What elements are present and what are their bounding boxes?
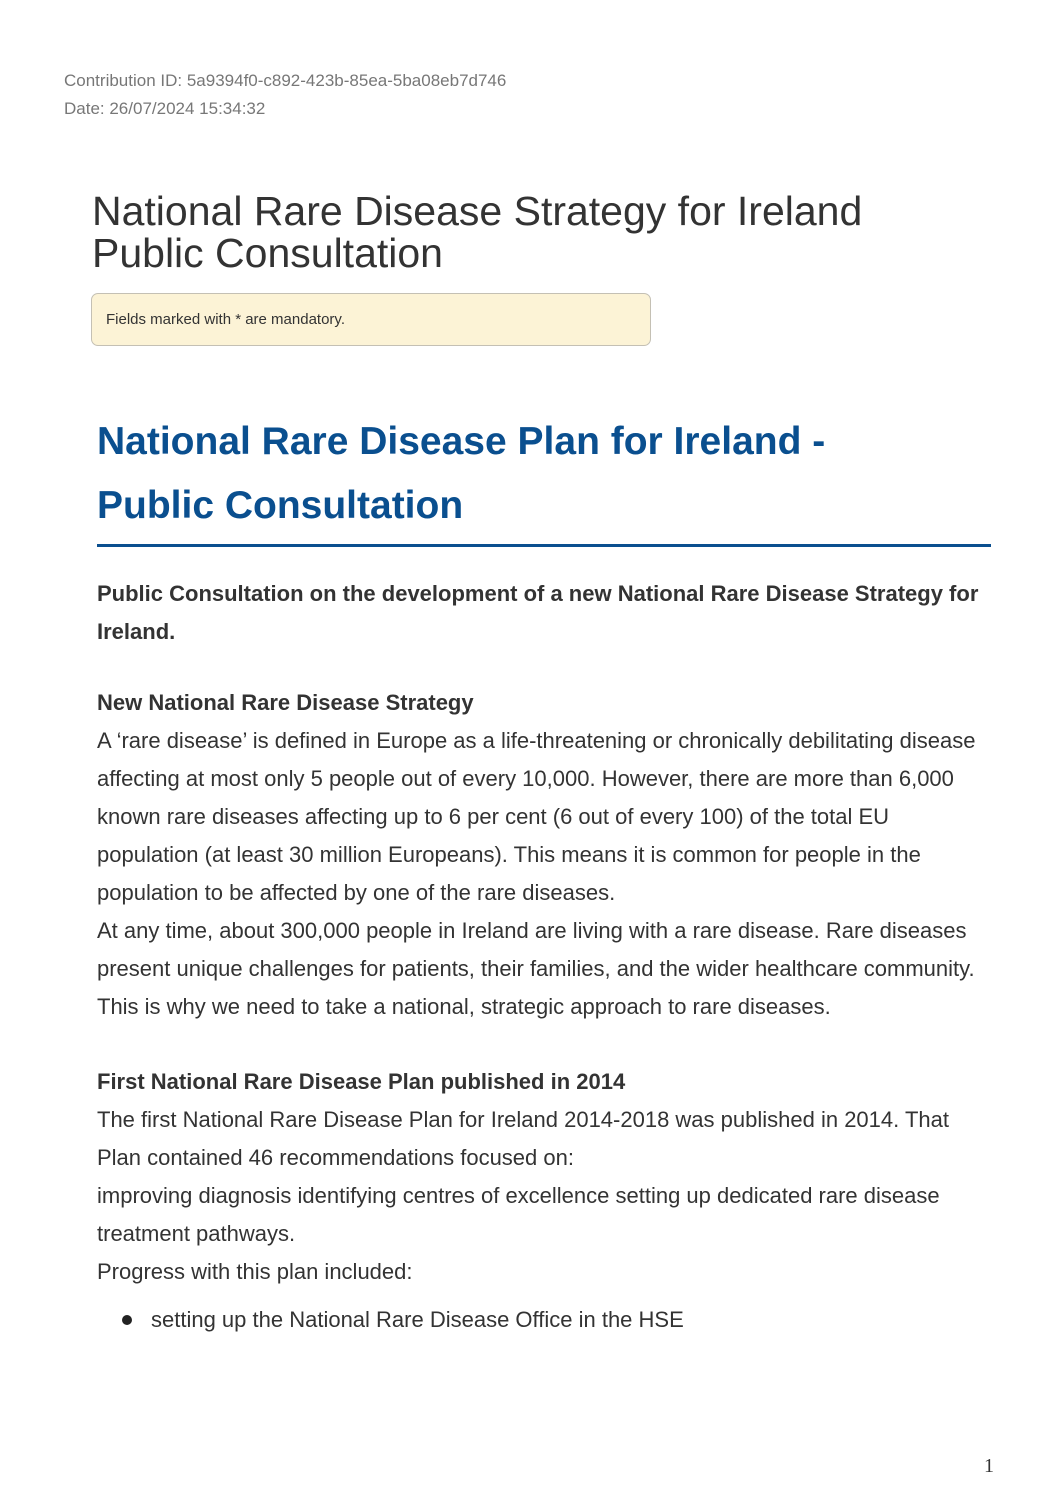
paragraph-progress: Progress with this plan included: [97,1259,413,1284]
document-title [92,190,992,274]
subheading-first-plan: First National Rare Disease Plan published in 2014 [97,1069,626,1094]
document-title-line1: National Rare Disease Strategy for Ireland [92,188,863,234]
paragraph-first-plan: The first National Rare Disease Plan for Ireland 2014-2018 was published in 2014. That Plan contained 46 recommendations focused on: [97,1107,949,1170]
progress-list [97,1301,991,1339]
document-title-line2: Public Consultation [92,230,443,276]
section-title-line1: National Rare Disease Plan for Ireland - [97,420,826,463]
section-title [97,410,991,547]
page-number: 1 [984,1455,994,1477]
section-content [97,575,991,1339]
list-item-text: setting up the National Rare Disease Office in the HSE [151,1307,684,1332]
paragraph-focus: improving diagnosis identifying centres of excellence setting up dedicated rare disease treatment pathways. [97,1183,940,1246]
contribution-id: Contribution ID: 5a9394f0-c892-423b-85ea-5ba08eb7d746 [64,71,507,90]
bullet-icon [122,1315,132,1325]
subheading-new-strategy: New National Rare Disease Strategy [97,690,474,715]
section-title-line2: Public Consultation [97,484,464,527]
submission-meta [64,67,506,123]
submission-date: Date: 26/07/2024 15:34:32 [64,99,266,118]
mandatory-fields-notice: Fields marked with * are mandatory. [91,293,651,346]
list-item [121,1301,991,1339]
paragraph-definition: A ‘rare disease’ is defined in Europe as a life-threatening or chronically debilitating disease affecting at most only 5 people out of every 10,000. However, there are more than 6,000 known rare diseases affecting up to 6 per cent (6 out of every 100) of the total EU population (at least 30 million Europeans). This means it is common for people in the population to be affected by one of the rare diseases. [97,728,976,905]
lead-paragraph: Public Consultation on the development of a new National Rare Disease Strategy for Ireland. [97,581,979,644]
paragraph-ireland: At any time, about 300,000 people in Ireland are living with a rare disease. Rare diseases present unique challenges for patients, their families, and the wider healthcare community. This is why we need to take a national, strategic approach to rare diseases. [97,918,975,1019]
paragraph-spacer [97,1026,991,1063]
